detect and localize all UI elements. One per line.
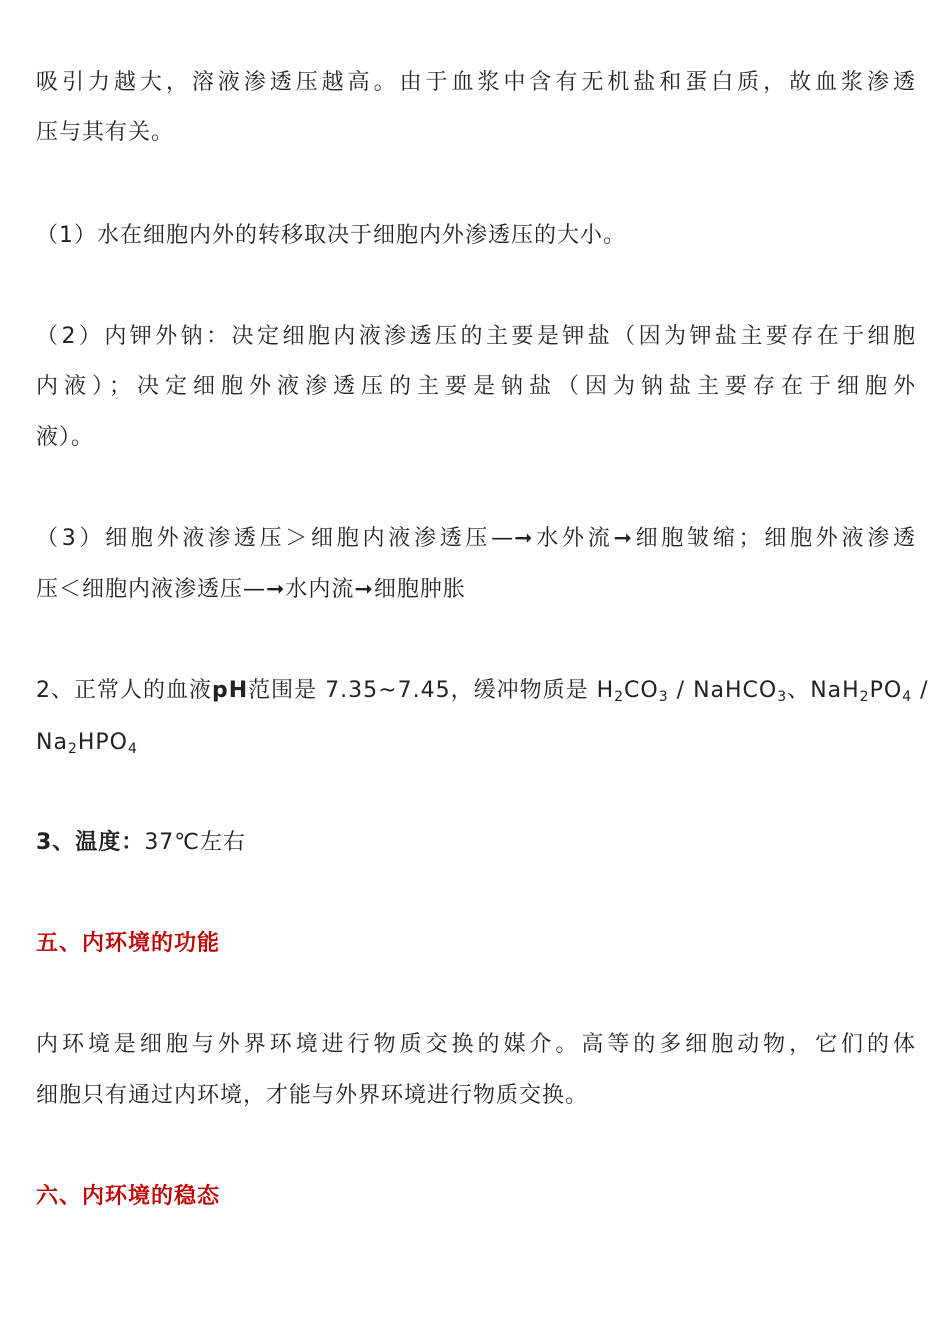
item-2-line-3: 液）。 <box>36 425 95 450</box>
item-3-line-1: （3）细胞外液渗透压＞细胞内液渗透压—➞水外流➞细胞皱缩；细胞外液渗透 <box>36 526 916 551</box>
buffer-separator: / <box>676 678 686 703</box>
ph-symbol: pH <box>212 678 249 703</box>
item-2-line-1: （2）内钾外钠：决定细胞内液渗透压的主要是钾盐（因为钾盐主要存在于细胞 <box>36 324 916 349</box>
section-6-heading: 六、内环境的稳态 <box>36 1184 221 1209</box>
section-5-line-1: 内环境是细胞与外界环境进行物质交换的媒介。高等的多细胞动物，它们的体 <box>36 1032 916 1057</box>
temperature-value: 37℃左右 <box>144 830 247 855</box>
buffer-separator: / <box>920 678 929 703</box>
osmotic-paragraph-line-1: 吸引力越大，溶液渗透压越高。由于血浆中含有无机盐和蛋白质，故血浆渗透 <box>36 70 916 95</box>
buffer-nahco3: NaHCO$_3$ <box>693 678 788 705</box>
item-3-line-2: 压＜细胞内液渗透压—➞水内流➞细胞肿胀 <box>36 577 466 602</box>
temperature-label: 3、温度： <box>36 830 145 855</box>
osmotic-paragraph-line-2: 压与其有关。 <box>36 120 175 145</box>
section-5-heading: 五、内环境的功能 <box>36 931 221 956</box>
buffer-na2hpo4: $Na_2HPO_4$ <box>36 730 138 757</box>
buffer-h2co3: $H_2CO_3$ <box>596 678 669 705</box>
buffer-nah2po4: $NaH_2PO_4$ <box>810 678 913 705</box>
item-2-line-2: 内液）；决定细胞外液渗透压的主要是钠盐（因为钠盐主要存在于细胞外 <box>36 374 916 399</box>
item-1-water-transfer: （1）水在细胞内外的转移取决于细胞内外渗透压的大小。 <box>36 223 626 248</box>
ph-range-line <box>36 676 929 706</box>
temperature-line <box>36 828 916 858</box>
ph-range-text: 范围是 7.35~7.45，缓冲物质是 <box>248 678 589 703</box>
section-5-line-2: 细胞只有通过内环境，才能与外界环境进行物质交换。 <box>36 1083 589 1108</box>
buffer-comma: 、 <box>787 678 811 703</box>
ph-prefix: 2、正常人的血液 <box>36 678 212 703</box>
